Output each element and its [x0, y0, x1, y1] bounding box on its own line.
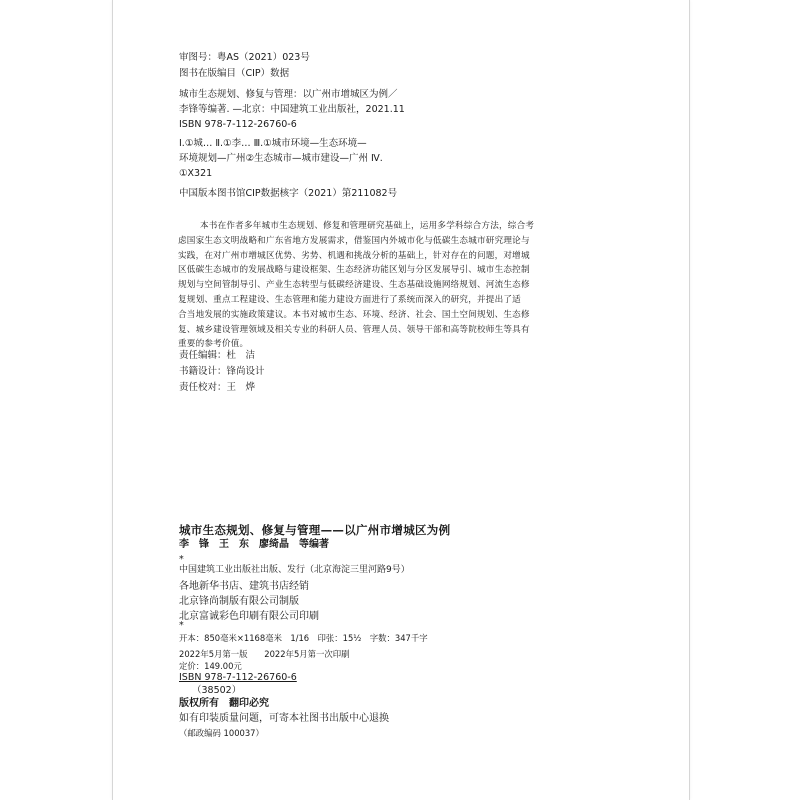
colophon-rights: 版权所有 翻印必究 — [179, 698, 269, 709]
colophon-distributor: 各地新华书店、建筑书店经销 — [179, 581, 309, 592]
cip-library-line: 中国版本图书馆CIP数据核字（2021）第211082号 — [179, 188, 398, 199]
summary-line: 复、城乡建设管理领域及相关专业的科研人员、管理人员、领导干部和高等院校师生等具有 — [178, 324, 530, 335]
separator-star: * — [179, 620, 184, 631]
summary-line: 虑国家生态文明战略和广东省地方发展需求，借鉴国内外城市化与低碳生态城市研究理论与 — [178, 235, 530, 246]
cip-class-line: 环境规划—广州②生态城市—城市建设—广州 Ⅳ. — [179, 153, 383, 164]
colophon-price: 定价：149.00元 — [179, 661, 242, 671]
summary-line: 区低碳生态城市的发展战略与建设框架、生态经济功能区划与分区发展导引、城市生态控制 — [178, 265, 530, 276]
cip-author-line: 李锋等编著. —北京：中国建筑工业出版社，2021.11 — [179, 104, 405, 115]
separator-star: * — [179, 554, 184, 565]
colophon-printer: 北京富诚彩色印刷有限公司印刷 — [179, 611, 319, 622]
credit-designer: 书籍设计：锋尚设计 — [179, 366, 265, 377]
review-number: 审图号：粤AS（2021）023号 — [179, 52, 310, 63]
summary-line: 规划与空间管制导引、产业生态转型与低碳经济建设、生态基础设施网络规划、河流生态修 — [178, 280, 530, 291]
colophon-isbn: ISBN 978-7-112-26760-6 — [179, 672, 297, 683]
credit-proofreader: 责任校对：王 烨 — [179, 382, 256, 393]
summary-line: 本书在作者多年城市生态规划、修复和管理研究基础上，运用多学科综合方法，综合考 — [200, 221, 535, 231]
cip-class-line: ①X321 — [179, 168, 213, 179]
colophon-postal: （邮政编码 100037） — [179, 728, 264, 738]
summary-line: 重要的参考价值。 — [178, 339, 249, 350]
cip-isbn-line: ISBN 978-7-112-26760-6 — [179, 119, 297, 130]
colophon-authors: 李 锋 王 东 廖绮晶 等编著 — [179, 539, 329, 550]
colophon-book-title: 城市生态规划、修复与管理——以广州市增城区为例 — [179, 523, 451, 537]
summary-line: 合当地发展的实施政策建议。本书对城市生态、环境、经济、社会、国土空间规划、生态修 — [178, 309, 530, 320]
colophon-quality: 如有印装质量问题，可寄本社图书出版中心退换 — [179, 713, 389, 724]
summary-line: 实践，在对广州市增城区优势、劣势、机遇和挑战分析的基础上，针对存在的问题，对增城 — [178, 250, 530, 261]
cip-title-line: 城市生态规划、修复与管理：以广州市增城区为例／ — [179, 89, 398, 100]
colophon-code: （38502） — [192, 685, 242, 696]
summary-line: 复规划、重点工程建设、生态管理和能力建设方面进行了系统而深入的研究，并提出了适 — [178, 294, 521, 305]
content-summary — [178, 219, 592, 352]
colophon-format: 开本：850毫米×1168毫米 1/16 印张：15½ 字数：347千字 — [179, 633, 428, 643]
colophon-edition: 2022年5月第一版 2022年5月第一次印刷 — [179, 649, 350, 659]
cip-class-line: Ⅰ.①城… Ⅱ.①李… Ⅲ.①城市环境—生态环境— — [179, 138, 367, 149]
credit-editor: 责任编辑：杜 洁 — [179, 350, 256, 361]
colophon-publisher: 中国建筑工业出版社出版、发行（北京海淀三里河路9号） — [179, 565, 410, 575]
cip-heading: 图书在版编目（CIP）数据 — [179, 68, 290, 79]
colophon-typeset: 北京锋尚制版有限公司制版 — [179, 596, 299, 607]
